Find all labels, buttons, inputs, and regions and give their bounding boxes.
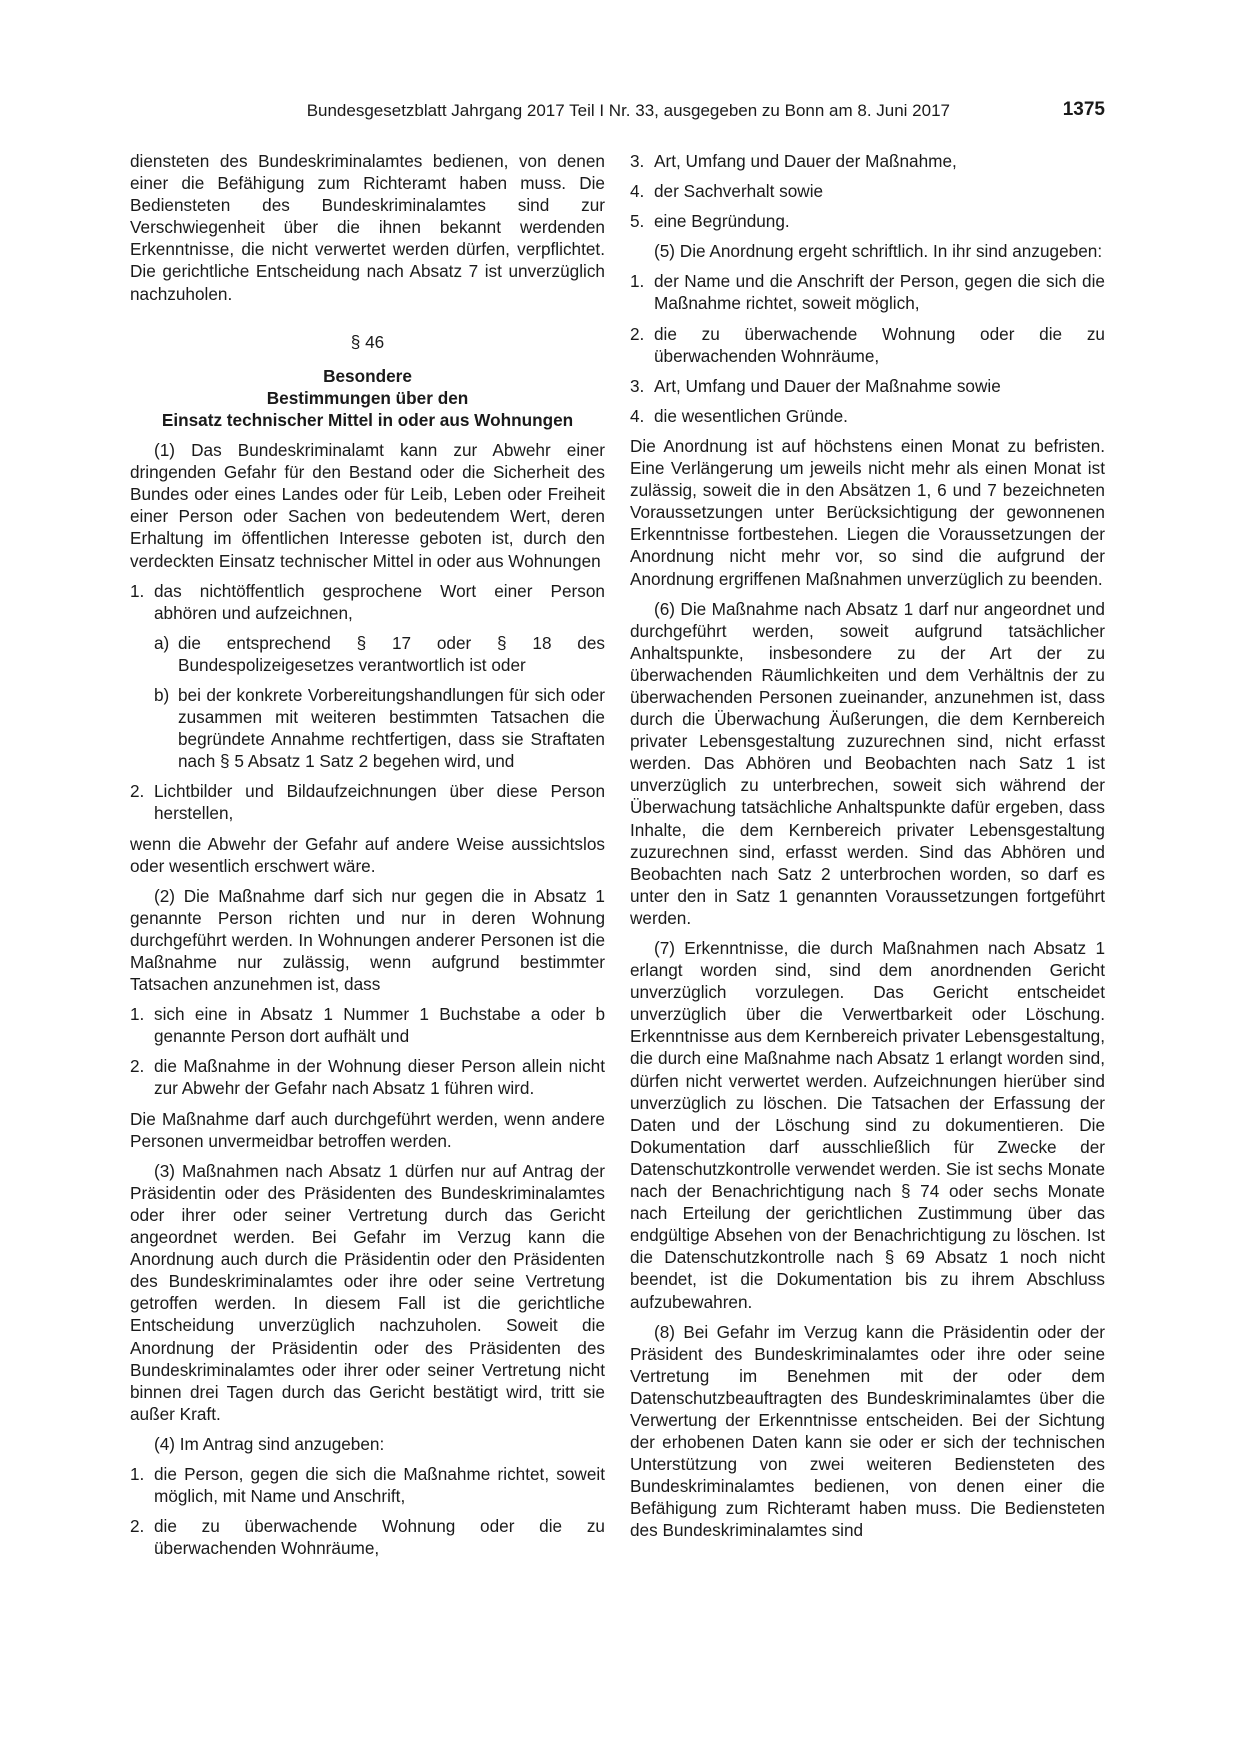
section-number: § 46	[350, 331, 385, 352]
list-item-text: sich eine in Absatz 1 Nummer 1 Buchstabe a oder b genannte Person dort aufhält und	[154, 1004, 605, 1047]
list-item-text: die zu überwachende Wohnung oder die zu überwachenden Wohnräume,	[154, 1516, 605, 1559]
list-item-number: 4.	[630, 181, 645, 202]
list-item	[130, 1463, 605, 1507]
list-abs4	[130, 1463, 605, 1559]
list-item-text: die Person, gegen die sich die Maßnahme richtet, soweit möglich, mit Name und Anschrift,	[154, 1463, 605, 1507]
list-item-text: die entsprechend § 17 oder § 18 des Bundespolizeigesetzes verantwortlich ist oder	[178, 632, 605, 675]
list-item-text: der Name und die Anschrift der Person, gegen die sich die Maßnahme richtet, soweit möglich,	[654, 271, 1105, 314]
paragraph-abs7: (7) Erkenntnisse, die durch Maßnahmen nach Absatz 1 erlangt worden sind, sind dem anordnenden Gericht unverzüglich vorzulegen. Das Gericht entscheidet unverzüglich über die Verwertbarkeit oder Löschung. Erkenntnisse aus dem Kernbereich privater Lebensgestaltung, die durch eine Maßnahme nach Absatz 1 erlangt worden sind, dürfen nicht verwertet werden. Aufzeichnungen hierüber sind unverzüglich zu löschen. Die Tatsachen der Erfassung der Daten und der Löschung sind zu dokumentieren. Die Dokumentation darf ausschließlich für Zwecke der Datenschutzkontrolle verwendet werden. Sie ist sechs Monate nach der Benachrichtigung nach § 74 oder sechs Monate nach Erteilung der gerichtlichen Zustimmung über das endgültige Absehen von der Benachrichtigung zu löschen. Ist die Datenschutzkontrolle nach § 69 Absatz 1 noch nicht beendet, ist die Dokumentation bis zu ihrem Abschluss aufzubewahren.	[630, 938, 1105, 1312]
paragraph-abs1-tail: wenn die Abwehr der Gefahr auf andere Weise aussichtslos oder wesentlich erschwert wäre.	[130, 833, 605, 876]
list-abs1	[130, 580, 605, 825]
carry-over-paragraph: diensteten des Bundeskriminalamtes bedienen, von denen einer die Befähigung zum Richteramt haben muss. Die Bediensteten des Bundeskriminalamtes sind zur Verschwiegenheit über die ihnen bekannt werdenden Erkenntnisse, die nicht verwertet werden dürfen, verpflichtet. Die gerichtliche Entscheidung nach Absatz 7 ist unverzüglich nachzuholen.	[130, 151, 605, 304]
list-abs5	[630, 270, 1105, 427]
list-item-number: 1.	[130, 1463, 145, 1484]
list-item-text: eine Begründung.	[654, 211, 790, 232]
list-item-number: 1.	[630, 271, 645, 292]
list-item-text: der Sachverhalt sowie	[654, 181, 824, 202]
list-item-number: 2.	[130, 1056, 145, 1077]
section-title-line: Besondere	[323, 365, 412, 386]
paragraph-abs1: (1) Das Bundeskriminalamt kann zur Abwehr einer dringenden Gefahr für den Bestand oder die Sicherheit des Bundes oder eines Landes oder für Leib, Leben oder Freiheit einer Person oder Sachen von bedeutendem Wert, deren Erhaltung im öffentlichen Interesse geboten ist, durch den verdeckten Einsatz technischer Mittel in oder aus Wohnungen	[130, 440, 605, 571]
list-item-text: die zu überwachende Wohnung oder die zu überwachenden Wohnräume,	[654, 323, 1105, 366]
list-item	[130, 1003, 605, 1047]
list-item	[130, 1055, 605, 1099]
list-item-number: 3.	[630, 151, 645, 171]
list-abs4-continued	[630, 150, 1105, 232]
page-header	[130, 100, 1105, 126]
list-item-number: 3.	[630, 375, 645, 396]
list-item	[130, 780, 605, 824]
paragraph-abs2: (2) Die Maßnahme darf sich nur gegen die in Absatz 1 genannte Person richten und nur in deren Wohnung durchgeführt werden. In Wohnungen anderer Personen ist die Maßnahme nur zulässig, wenn aufgrund bestimmter Tatsachen anzunehmen ist, dass	[130, 885, 605, 995]
paragraph-abs5-tail: Die Anordnung ist auf höchstens einen Monat zu befristen. Eine Verlängerung um jeweils nicht mehr als einen Monat ist zulässig, soweit die in den Absätzen 1, 6 und 7 bezeichneten Voraussetzungen unter Berücksichtigung der gewonnenen Erkenntnisse fortbestehen. Liegen die Voraussetzungen der Anordnung nicht mehr vor, so sind die aufgrund der Anordnung ergriffenen Maßnahmen unverzüglich zu beenden.	[630, 435, 1105, 589]
left-column	[130, 150, 605, 1567]
list-item-text: die Maßnahme in der Wohnung dieser Person allein nicht zur Abwehr der Gefahr nach Absatz 1 führen wird.	[154, 1056, 605, 1099]
list-item	[630, 375, 1105, 397]
list-item-text: die wesentlichen Gründe.	[654, 405, 848, 426]
header-title: Bundesgesetzblatt Jahrgang 2017 Teil I Nr. 33, ausgegeben zu Bonn am 8. Juni 2017	[306, 101, 950, 120]
list-item-number: 4.	[630, 405, 645, 426]
list-item-number: a)	[154, 632, 170, 653]
page-number: 1375	[1062, 99, 1105, 120]
paragraph-abs3: (3) Maßnahmen nach Absatz 1 dürfen nur auf Antrag der Präsidentin oder des Präsidenten des Bundeskriminalamtes oder ihrer oder seiner Vertretung durch das Gericht angeordnet werden. Bei Gefahr im Verzug kann die Anordnung auch durch die Präsidentin oder den Präsidenten des Bundeskriminalamtes oder ihre oder seine Vertretung getroffen werden. In diesem Fall ist die gerichtliche Entscheidung unverzüglich nachzuholen. Soweit die Anordnung der Präsidentin oder des Präsidenten des Bundeskriminalamtes oder ihrer oder seiner Vertretung nicht binnen drei Tagen durch das Gericht bestätigt wird, tritt sie außer Kraft.	[130, 1160, 605, 1424]
list-item	[630, 405, 1105, 427]
paragraph-abs4: (4) Im Antrag sind anzugeben:	[154, 1433, 385, 1454]
list-item-number: 1.	[130, 580, 145, 601]
list-item	[130, 632, 605, 676]
list-item	[130, 580, 605, 624]
paragraph-abs2-tail: Die Maßnahme darf auch durchgeführt werden, wenn andere Personen unvermeidbar betroffen werden.	[130, 1108, 605, 1151]
paragraph-abs5: (5) Die Anordnung ergeht schriftlich. In ihr sind anzugeben:	[654, 241, 1103, 262]
section-title-line: Bestimmungen über den	[266, 387, 469, 408]
list-item-number: 2.	[630, 323, 645, 344]
list-item-number: b)	[154, 684, 170, 705]
list-item-text: Art, Umfang und Dauer der Maßnahme sowie	[654, 375, 1001, 396]
list-item	[630, 180, 1105, 202]
right-column	[630, 150, 1105, 1550]
list-item-text: Art, Umfang und Dauer der Maßnahme,	[654, 151, 957, 171]
paragraph-abs8: (8) Bei Gefahr im Verzug kann die Präsidentin oder der Präsident des Bundeskriminalamtes oder ihre oder seine Vertretung im Benehmen mit der oder dem Datenschutzbeauftragten des Bundeskriminalamtes über die Verwertung der Erkenntnisse entscheiden. Bei der Sichtung der erhobenen Daten kann sie oder er sich der technischen Unterstützung von zwei weiteren Bediensteten des Bundeskriminalamtes bedienen, von denen einer die Befähigung zum Richteramt haben muss. Die Bediensteten des Bundeskriminalamtes sind	[630, 1321, 1105, 1541]
list-item-number: 2.	[130, 781, 145, 802]
list-item-number: 2.	[130, 1516, 145, 1537]
list-item	[130, 684, 605, 772]
list-item-number: 5.	[630, 211, 645, 232]
list-item-text: das nichtöffentlich gesprochene Wort einer Person abhören und aufzeichnen,	[154, 580, 605, 623]
list-item-text: Lichtbilder und Bildaufzeichnungen über diese Person herstellen,	[154, 781, 605, 824]
list-item	[630, 323, 1105, 367]
section-title-line: Einsatz technischer Mittel in oder aus Wohnungen	[161, 409, 574, 430]
list-item	[630, 270, 1105, 314]
list-item	[130, 1515, 605, 1559]
list-item	[630, 210, 1105, 232]
list-item-text: bei der konkrete Vorbereitungshandlungen für sich oder zusammen mit weiteren bestimmten Tatsachen die begründete Annahme rechtfertigen, dass sie Straftaten nach § 5 Absatz 1 Satz 2 begehen wird, und	[178, 684, 605, 772]
section-title	[130, 365, 605, 431]
list-item-number: 1.	[130, 1004, 145, 1025]
list-item	[630, 150, 1105, 172]
paragraph-abs6: (6) Die Maßnahme nach Absatz 1 darf nur angeordnet und durchgeführt werden, soweit aufgrund tatsächlicher Anhaltspunkte, insbesondere zu der Art der zu überwachenden Räumlichkeiten und dem Verhältnis der zu überwachenden Personen zueinander, anzunehmen ist, dass durch die Überwachung Äußerungen, die dem Kernbereich privater Lebensgestaltung zuzurechnen sind, nicht erfasst werden. Das Abhören und Beobachten nach Satz 1 ist unverzüglich zu unterbrechen, soweit sich während der Überwachung tatsächliche Anhaltspunkte dafür ergeben, dass Inhalte, die dem Kernbereich privater Lebensgestaltung zuzurechnen sind, erfasst werden. Sind das Abhören und Beobachten nach Satz 2 unterbrochen worden, so darf es unter den in Satz 1 genannten Voraussetzungen fortgeführt werden.	[630, 598, 1105, 928]
list-abs2	[130, 1003, 605, 1099]
